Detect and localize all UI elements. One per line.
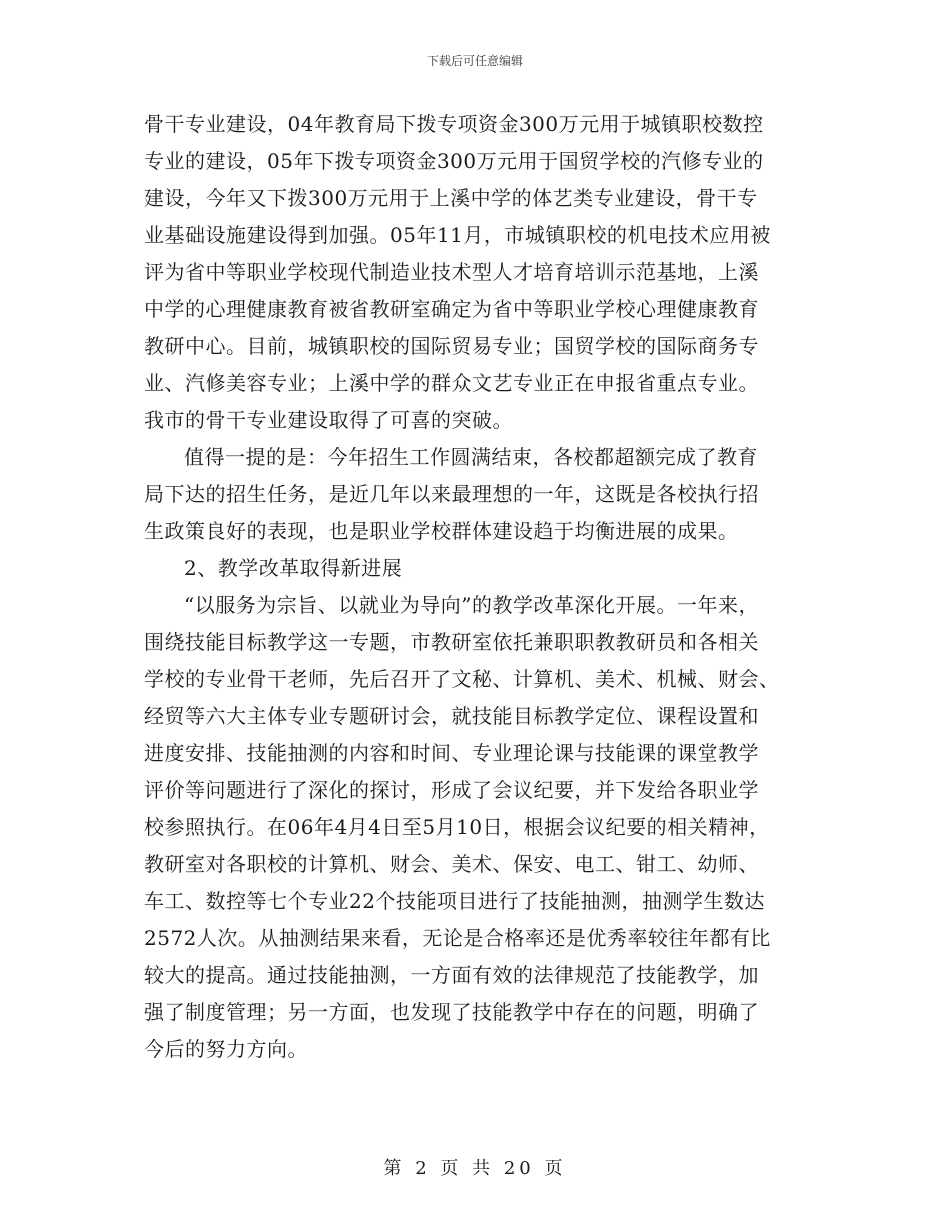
text-line: 校参照执行。在06年4月4日至5月10日，根据会议纪要的相关精神， — [144, 815, 770, 839]
text-line: 车工、数控等七个专业22个技能项目进行了技能抽测，抽测学生数达 — [144, 889, 765, 913]
text-line: 强了制度管理；另一方面，也发现了技能教学中存在的问题，明确了 — [144, 1000, 759, 1024]
text-line: 今后的努力方向。 — [144, 1037, 308, 1061]
text-line: 较大的提高。通过技能抽测，一方面有效的法律规范了技能教学，加 — [144, 963, 759, 987]
text-line: 2、教学改革取得新进展 — [184, 556, 403, 580]
text-line: “以服务为宗旨、以就业为导向”的教学改革深化开展。一年来， — [184, 593, 759, 617]
text-line: 骨干专业建设，04年教育局下拨专项资金300万元用于城镇职校数控 — [144, 112, 764, 136]
text-line: 进度安排、技能抽测的内容和时间、专业理论课与技能课的课堂教学 — [144, 741, 759, 765]
text-line: 2572人次。从抽测结果来看，无论是合格率还是优秀率较往年都有比 — [144, 926, 771, 950]
text-line: 经贸等六大主体专业专题研讨会，就技能目标教学定位、课程设置和 — [144, 704, 759, 728]
text-line: 生政策良好的表现，也是职业学校群体建设趋于均衡进展的成果。 — [144, 519, 739, 543]
page-header: 下载后可任意编辑 — [426, 54, 523, 68]
text-line: 教研室对各职校的计算机、财会、美术、保安、电工、钳工、幼师、 — [144, 852, 759, 876]
text-line: 围绕技能目标教学这一专题，市教研室依托兼职职教教研员和各相关 — [144, 630, 759, 654]
text-line: 值得一提的是：今年招生工作圆满结束，各校都超额完成了教育 — [184, 445, 758, 469]
text-line: 教研中心。目前，城镇职校的国际贸易专业；国贸学校的国际商务专 — [144, 334, 759, 358]
text-line: 建设，今年又下拨300万元用于上溪中学的体艺类专业建设，骨干专 — [144, 186, 758, 210]
text-line: 业基础设施建设得到加强。05年11月，市城镇职校的机电技术应用被 — [144, 223, 771, 247]
text-line: 业、汽修美容专业；上溪中学的群众文艺专业正在申报省重点专业。 — [144, 371, 759, 395]
text-line: 评价等问题进行了深化的探讨，形成了会议纪要，并下发给各职业学 — [144, 778, 759, 802]
text-line: 学校的专业骨干老师，先后召开了文秘、计算机、美术、机械、财会、 — [144, 667, 780, 691]
text-line: 中学的心理健康教育被省教研室确定为省中等职业学校心理健康教育 — [144, 297, 759, 321]
text-line: 专业的建设，05年下拨专项资金300万元用于国贸学校的汽修专业的 — [144, 149, 764, 173]
text-line: 我市的骨干专业建设取得了可喜的突破。 — [144, 408, 513, 432]
text-line: 评为省中等职业学校现代制造业技术型人才培育培训示范基地，上溪 — [144, 260, 759, 284]
text-line: 局下达的招生任务，是近几年以来最理想的一年，这既是各校执行招 — [144, 482, 759, 506]
document-body — [144, 106, 824, 1068]
page-footer: 第 2 页 共 20 页 — [383, 1158, 567, 1179]
